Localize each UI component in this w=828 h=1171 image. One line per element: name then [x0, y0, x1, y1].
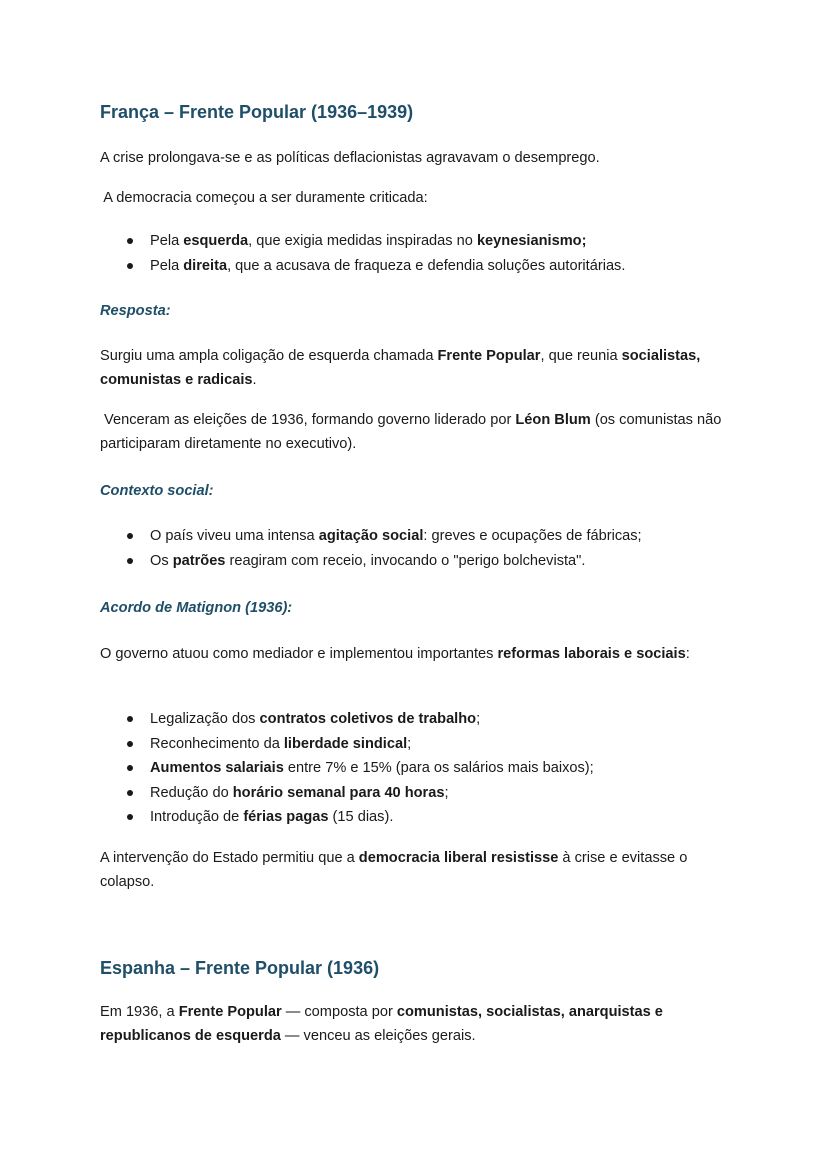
text-run: : — [685, 646, 690, 662]
text-bold: Frente Popular — [437, 348, 541, 364]
list-item-text: Introdução de — [150, 809, 244, 825]
text-bold: socialistas, comunistas e radicais — [100, 348, 701, 388]
paragraph-frente-popular — [100, 344, 740, 392]
list-item-bold: esquerda — [183, 233, 249, 249]
list-item-text: , que a acusava de fraqueza e defendia soluções autoritárias. — [227, 257, 626, 274]
bullet-icon — [127, 790, 133, 796]
bullet-icon — [127, 716, 133, 722]
list-item-text: , que exigia medidas inspiradas no — [248, 233, 477, 249]
bullet-icon — [127, 814, 133, 820]
social-context-list — [100, 524, 740, 573]
list-item-text: ; — [407, 735, 412, 752]
list-item-text: O país viveu uma intensa — [150, 528, 319, 544]
text-bold: comunistas, socialistas, anarquistas e republicanos de esquerda — [100, 1004, 663, 1044]
list-item-text: Reconhecimento da — [150, 735, 284, 752]
list-item-bold: contratos coletivos de trabalho — [259, 711, 477, 727]
text-bold: reformas laborais e sociais — [497, 646, 686, 662]
text-bold: Frente Popular — [178, 1004, 282, 1020]
list-item-bold: patrões — [172, 552, 226, 569]
list-item-bold: férias pagas — [243, 809, 329, 825]
list-item-bold: horário semanal para 40 horas — [232, 784, 445, 801]
list-item-text: (15 dias). — [328, 809, 394, 825]
list-item — [100, 549, 740, 574]
text-run: à crise e evitasse o colapso. — [100, 850, 688, 890]
list-item-bold: direita — [183, 257, 228, 274]
bullet-icon — [127, 238, 133, 244]
list-item — [100, 756, 740, 781]
criticism-list — [100, 229, 740, 278]
list-item-text: Pela — [150, 257, 184, 274]
bullet-icon — [127, 263, 133, 269]
list-item — [100, 254, 740, 279]
list-item — [100, 524, 740, 549]
section-heading-spain: Espanha – Frente Popular (1936) — [100, 958, 380, 978]
text-run: O governo atuou como mediador e implementou importantes — [100, 646, 498, 662]
paragraph-reforms-intro — [100, 642, 710, 666]
text-run: Em 1936, a — [100, 1004, 179, 1020]
list-item-bold: agitação social — [318, 528, 424, 544]
list-item-text: Redução do — [150, 784, 233, 801]
list-item — [100, 781, 740, 806]
list-item-text: ; — [444, 784, 449, 801]
text-run: A intervenção do Estado permitiu que a — [100, 850, 359, 866]
bullet-icon — [127, 765, 133, 771]
list-item-text: Pela — [150, 233, 184, 249]
paragraph-elections-1936 — [100, 408, 740, 456]
list-item-text: reagiram com receio, invocando o "perigo bolchevista". — [225, 552, 586, 569]
text-run: — venceu as eleições gerais. — [280, 1028, 476, 1044]
paragraph-state-intervention — [100, 846, 690, 894]
reforms-list — [100, 707, 740, 830]
subheading-contexto-social: Contexto social: — [100, 483, 214, 499]
paragraph-spain-elections — [100, 1000, 725, 1048]
text-run: Surgiu uma ampla coligação de esquerda chamada — [100, 348, 438, 364]
subheading-resposta: Resposta: — [100, 303, 171, 319]
list-item-bold: Aumentos salariais — [150, 760, 284, 776]
paragraph-democracy-criticized: A democracia começou a ser duramente criticada: — [100, 190, 428, 206]
list-item-text: entre 7% e 15% (para os salários mais baixos); — [283, 760, 594, 776]
list-item-text: : greves e ocupações de fábricas; — [423, 528, 642, 544]
list-item — [100, 732, 740, 757]
subheading-acordo-matignon: Acordo de Matignon (1936): — [100, 600, 293, 616]
list-item-bold: ; — [581, 233, 587, 249]
list-item-bold: liberdade sindical — [283, 735, 408, 752]
section-heading-france: França – Frente Popular (1936–1939) — [100, 102, 414, 122]
text-run: Venceram as eleições de 1936, formando governo liderado por — [100, 412, 516, 428]
text-run: , que reunia — [540, 348, 622, 364]
bullet-icon — [127, 533, 133, 539]
text-bold: Léon Blum — [515, 412, 591, 428]
list-item-text: ; — [476, 711, 481, 727]
bullet-icon — [127, 741, 133, 747]
list-item — [100, 229, 740, 254]
text-run: — composta por — [281, 1004, 397, 1020]
list-item-text: Legalização dos — [150, 711, 260, 727]
bullet-icon — [127, 558, 133, 564]
list-item — [100, 707, 740, 732]
text-bold: democracia liberal resistisse — [358, 850, 559, 866]
list-item — [100, 805, 740, 830]
list-item-bold: keynesianismo — [476, 233, 582, 249]
text-run: . — [252, 372, 257, 388]
paragraph-crisis: A crise prolongava-se e as políticas deflacionistas agravavam o desemprego. — [100, 150, 600, 166]
text-run: (os comunistas não participaram diretamente no executivo). — [100, 412, 722, 452]
list-item-text: Os — [150, 552, 173, 569]
